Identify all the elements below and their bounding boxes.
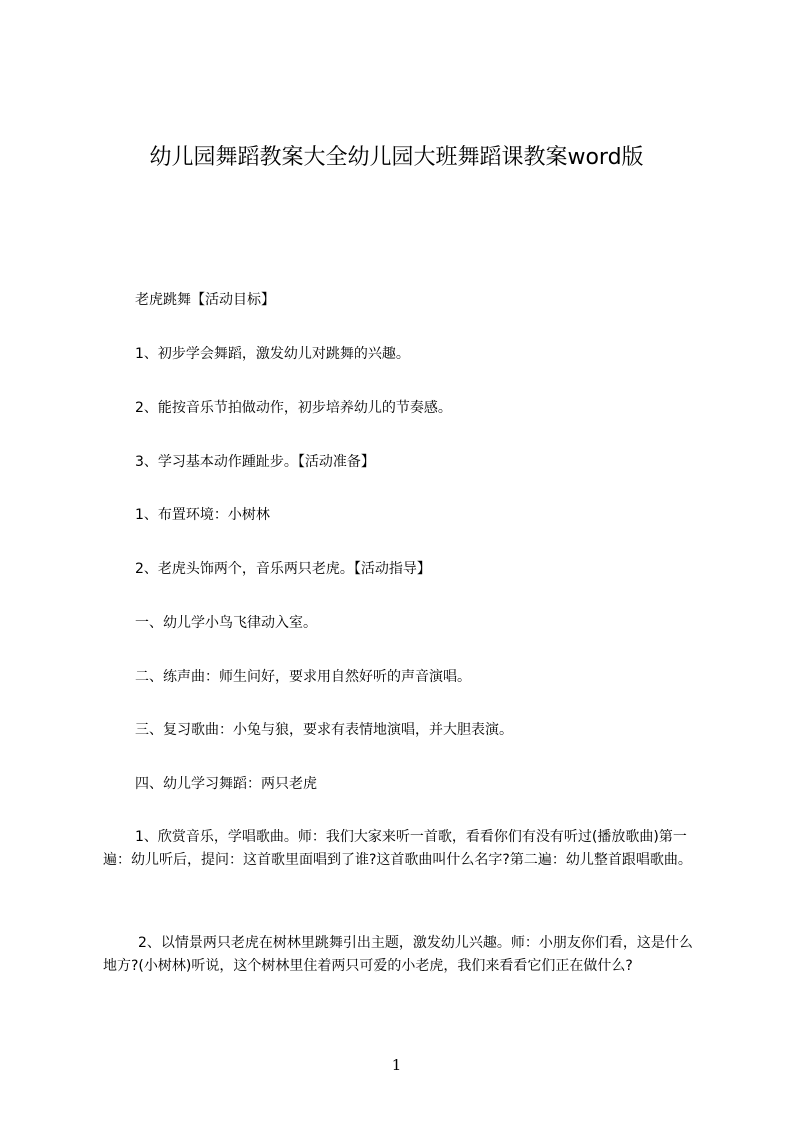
prep-line-2: 2、老虎头饰两个，音乐两只老虎。【活动指导】 [135,561,431,577]
goal-line-3: 3、学习基本动作踵趾步。【活动准备】 [135,454,375,470]
document-title: 幼儿园舞蹈教案大全幼儿园大班舞蹈课教案word版 [149,145,644,170]
prep-line-1: 1、布置环境：小树林 [135,507,270,523]
guide-step-3: 三、复习歌曲：小兔与狼，要求有表情地演唱，并大胆表演。 [135,722,513,738]
page-number: 1 [391,1056,402,1074]
guide-step-4: 四、幼儿学习舞蹈：两只老虎 [135,776,317,792]
goal-line-1: 1、初步学会舞蹈，激发幼儿对跳舞的兴趣。 [135,346,410,362]
guide-step-2: 二、练声曲：师生问好，要求用自然好听的声音演唱。 [135,669,471,685]
body-paragraph-2: 2、以情景两只老虎在树林里跳舞引出主题，激发幼儿兴趣。师：小朋友你们看，这是什么地方?(小树林)听说，这个树林里住着两只可爱的小老虎，我们来看看它们正在做什么? [103,935,693,974]
body-paragraph-1: 1、欣赏音乐，学唱歌曲。师：我们大家来听一首歌，看看你们有没有听过(播放歌曲)第一遍：幼儿听后，提问：这首歌里面唱到了谁?这首歌曲叫什么名字?第二遍：幼儿整首跟唱歌曲。 [103,829,692,868]
goal-line-2: 2、能按音乐节拍做动作，初步培养幼儿的节奏感。 [135,400,452,416]
section-heading-goals: 老虎跳舞【活动目标】 [135,292,275,308]
guide-step-1: 一、幼儿学小鸟飞律动入室。 [135,615,317,631]
